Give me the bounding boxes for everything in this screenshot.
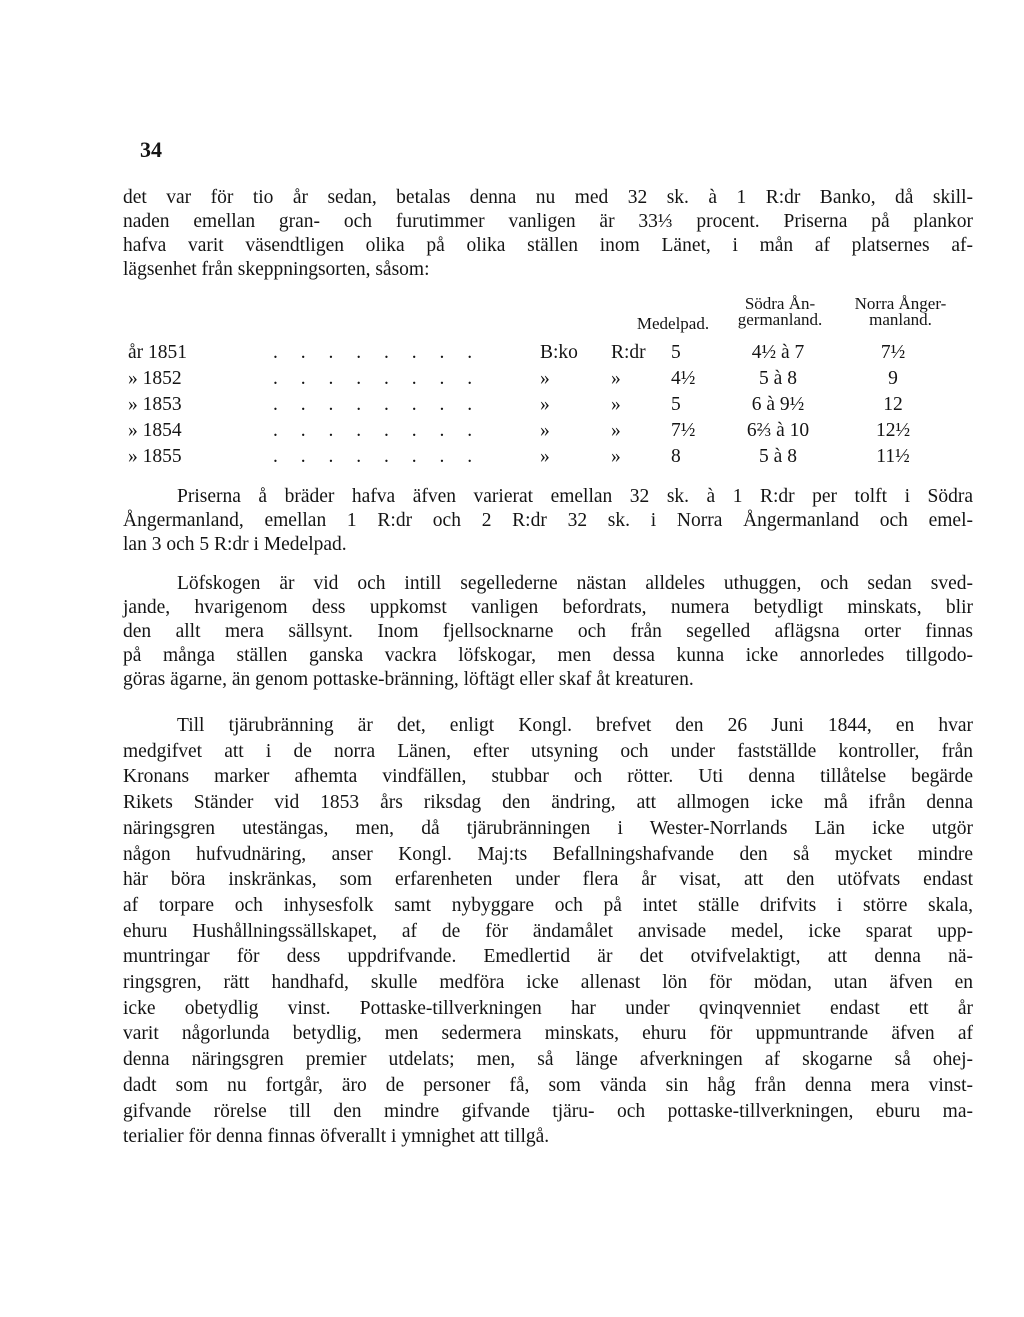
leaf-forest-paragraph	[123, 572, 973, 692]
unit-a: »	[540, 394, 550, 415]
table-row	[123, 420, 973, 446]
text-line: ehuru Hushållningssällskapet, af de för ändamålet anvisade medel, icke sparat upp-	[123, 920, 973, 942]
medelpad-value: 5	[671, 394, 681, 415]
unit-a: B:ko	[540, 342, 578, 363]
leader-dots: . . . . . . . .	[273, 420, 482, 441]
medelpad-value: 8	[671, 446, 681, 467]
sodra-value: 5 à 8	[759, 446, 797, 467]
table-row	[123, 368, 973, 394]
text-line: terialier för denna finnas öfverallt i ymnighet att tillgå.	[123, 1126, 550, 1148]
header-medelpad: Medelpad.	[636, 314, 710, 333]
text-line: någon hufvudnäring, anser Kongl. Maj:ts Befallningshafvande den så mycket mindre	[123, 843, 973, 865]
text-line: här böra inskränkas, som erfarenheten under flera år visat, att den utöfvats endast	[123, 869, 973, 891]
leader-dots: . . . . . . . .	[273, 446, 482, 467]
norra-value: 9	[888, 368, 898, 389]
text-line: ringsgren, rätt handhafd, skulle medföra icke allenast lön för mödan, utan äfven en	[123, 972, 973, 994]
text-line: den allt mera sällsynt. Inom fjellsocknarne och från segelled aflägsna orter finnas	[123, 621, 973, 642]
text-line: Till tjärubränning är det, enligt Kongl. brefvet den 26 Juni 1844, en hvar	[177, 715, 973, 736]
sodra-value: 6⅔ à 10	[746, 420, 810, 441]
unit-b: »	[611, 368, 621, 389]
text-line: på många ställen ganska vackra löfskogar, men dessa kunna icke annorledes tillgodo-	[123, 645, 973, 666]
text-line: näringsgren utestängas, men, då tjärubränningen i Wester-Norrlands Län icke utgör	[123, 817, 973, 839]
year-label: år 1851	[128, 342, 188, 363]
text-line: icke obetydlig vinst. Pottaske-tillverkningen har under qvinqvenniet endast ett år	[123, 997, 973, 1019]
text-line: medgifvet att i de norra Länen, efter utsyning och under fastställde kontroller, från	[123, 740, 973, 762]
year-label: » 1854	[128, 420, 182, 441]
year-label: » 1855	[128, 446, 182, 467]
sodra-value: 4½ à 7	[751, 342, 805, 363]
text-line: lägsenhet från skeppningsorten, såsom:	[123, 259, 430, 280]
page-number: 34	[140, 137, 162, 162]
text-line: muntringar för dess uppdrifvande. Emedlertid är det otvifvelaktigt, att denna nä-	[123, 946, 973, 968]
unit-a: »	[540, 368, 550, 389]
unit-b: »	[611, 394, 621, 415]
text-line: Kronans marker afhemta vindfällen, stubbar och rötter. Uti denna tillåtelse begärde	[123, 766, 973, 788]
text-line: varit någorlunda betydlig, men sedermera minskats, ehuru för uppmuntrande äfven af	[123, 1023, 973, 1045]
table-row	[123, 446, 973, 472]
sodra-value: 5 à 8	[759, 368, 797, 389]
unit-b: »	[611, 420, 621, 441]
header-norra-angermanland: Norra Ånger- manland.	[854, 294, 947, 329]
text-line: lan 3 och 5 R:dr i Medelpad.	[123, 534, 347, 555]
medelpad-value: 5	[671, 342, 681, 363]
text-line: Priserna å bräder hafva äfven varierat emellan 32 sk. à 1 R:dr per tolft i Södra	[177, 486, 973, 507]
year-label: » 1852	[128, 368, 182, 389]
text-line: gifvande rörelse till den mindre gifvande tjäru- och pottaske-tillverkningen, eburu ma-	[123, 1100, 973, 1122]
sodra-value: 6 à 9½	[751, 394, 805, 415]
norra-value: 11½	[876, 446, 910, 467]
text-line: hafva varit väsendtligen olika på olika ställen inom Länet, i mån af platsernes af-	[123, 235, 973, 256]
boards-paragraph	[123, 485, 973, 557]
text-line: Ångermanland, emellan 1 R:dr och 2 R:dr 32 sk. i Norra Ångermanland och emel-	[123, 510, 973, 531]
leader-dots: . . . . . . . .	[273, 394, 482, 415]
table-row	[123, 342, 973, 368]
medelpad-value: 7½	[671, 420, 696, 441]
text-line: dadt som nu fortgår, äro de personer få, som vända sin håg från denna mera vinst-	[123, 1074, 973, 1096]
table-row	[123, 394, 973, 420]
tar-burning-paragraph	[123, 713, 973, 1150]
unit-a: »	[540, 446, 550, 467]
text-line: göras ägarne, än genom pottaske-bränning, löftägt eller skaf åt kreaturen.	[123, 669, 694, 690]
header-sodra-angermanland: Södra Ån- germanland.	[737, 294, 823, 329]
text-line: af torpare och inhysesfolk samt nybyggare och på intet ställe drifvits i större skala,	[123, 894, 973, 916]
unit-a: »	[540, 420, 550, 441]
leader-dots: . . . . . . . .	[273, 368, 482, 389]
text-line: Rikets Ständer vid 1853 års riksdag den ändring, att allmogen icke må ifrån denna	[123, 792, 973, 814]
text-line: Löfskogen är vid och intill segellederne nästan alldeles uthuggen, och sedan sved-	[177, 573, 973, 594]
unit-b: R:dr	[611, 342, 646, 363]
medelpad-value: 4½	[671, 368, 696, 389]
intro-paragraph	[123, 186, 973, 282]
norra-value: 7½	[880, 342, 906, 363]
text-line: jande, hvarigenom dess uppkomst vanligen befordrats, numera betydligt minskats, blir	[123, 597, 973, 618]
text-line: naden emellan gran- och furutimmer vanligen är 33⅓ procent. Priserna på plankor	[123, 211, 973, 232]
norra-value: 12½	[875, 420, 911, 441]
norra-value: 12	[883, 394, 903, 415]
year-label: » 1853	[128, 394, 182, 415]
leader-dots: . . . . . . . .	[273, 342, 482, 363]
unit-b: »	[611, 446, 621, 467]
text-line: denna näringsgren premier utdelats; men, så länge afverkningen af skogarne så ohej-	[123, 1049, 973, 1071]
text-line: det var för tio år sedan, betalas denna nu med 32 sk. à 1 R:dr Banko, då skill-	[123, 187, 973, 208]
